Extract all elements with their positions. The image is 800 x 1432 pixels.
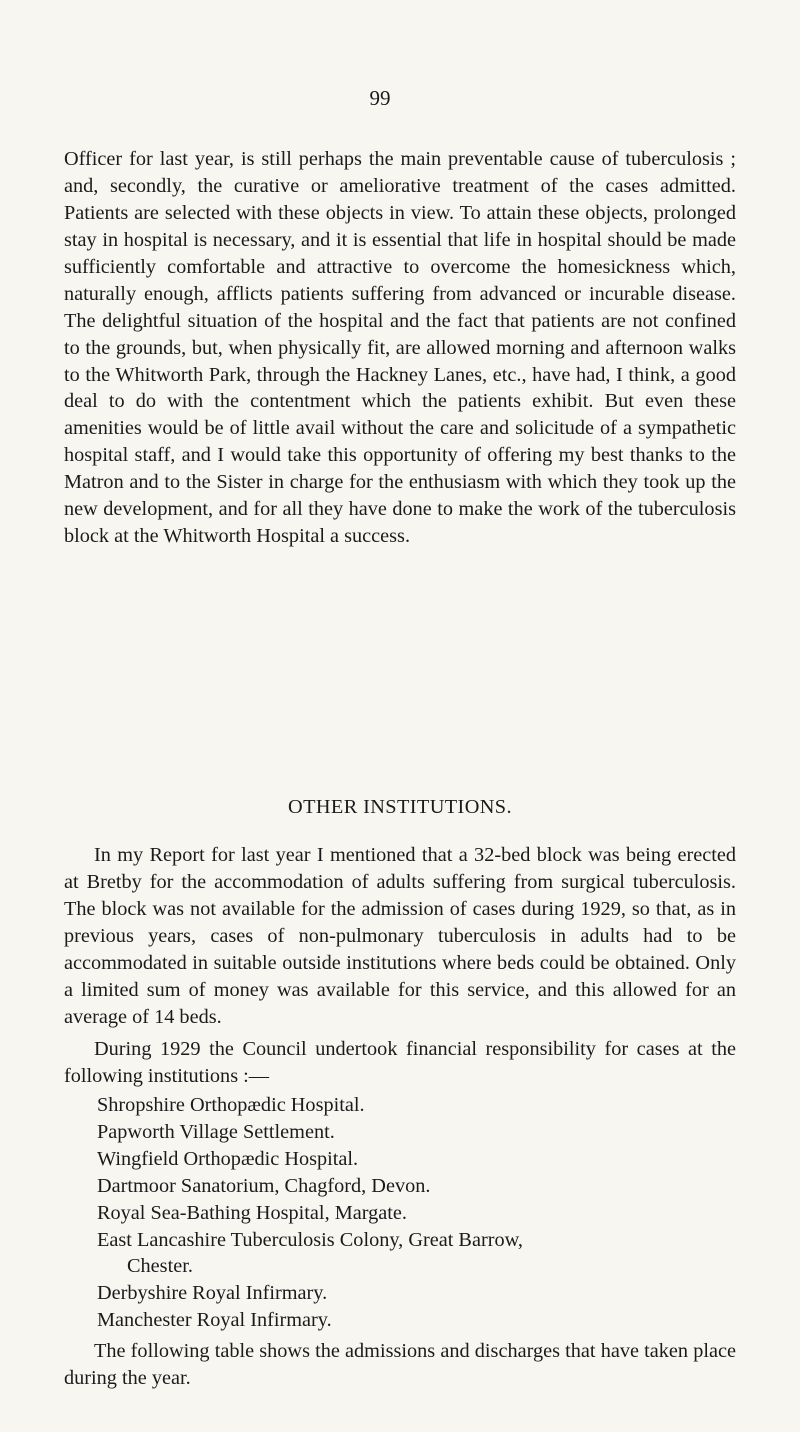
list-item: Dartmoor Sanatorium, Chagford, Devon. bbox=[97, 1174, 431, 1197]
paragraph-tuberculosis-block: Officer for last year, is still perhaps the main preventable cause of tuberculosis ; and, secondly, the curative or ameliorative treatment of the cases admitted. Patients are selected with these objects in view. To attain these objects, prolonged stay in hospital is necessary, and it is essential that life in hospital should be made sufficiently comfortable and attractive to overcome the homesickness which, naturally enough, afflicts patients suffering from advanced or incurable disease. The delightful situation of the hospital and the fact that patients are not confined to the grounds, but, when physically fit, are allowed morning and afternoon walks to the Whitworth Park, through the Hackney Lanes, etc., have had, I think, a good deal to do with the contentment which the patients exhibit. But even these amenities would be of little avail without the care and solicitude of a sympathetic hospital staff, and I would take this opportunity of offering my best thanks to the Matron and to the Sister in charge for the enthusiasm with which they took up the new development, and for all they have done to make the work of the tuberculosis block at the Whitworth Hospital a success. bbox=[64, 148, 736, 547]
paragraph-bretby-block: In my Report for last year I mentioned that a 32-bed block was being erected at Bretby for the accommodation of adults suffering from surgical tuberculosis. The block was not available for the admission of cases during 1929, so that, as in previous years, cases of non-pulmonary tuberculosis in adults had to be accommodated in suitable outside institutions where beds could be obtained. Only a limited sum of money was available for this service, and this allowed for an average of 14 beds. bbox=[64, 844, 736, 1028]
page-number: 99 bbox=[369, 86, 391, 110]
paragraph-council-responsibility: During 1929 the Council undertook financial responsibility for cases at the following institutions :— bbox=[64, 1038, 736, 1088]
section-heading-other-institutions: OTHER INSTITUTIONS. bbox=[288, 796, 512, 818]
list-item: Manchester Royal Infirmary. bbox=[97, 1309, 332, 1332]
institution-list bbox=[97, 1092, 737, 1334]
list-item: East Lancashire Tuberculosis Colony, Great Barrow, bbox=[97, 1228, 524, 1251]
paragraph-table-intro: The following table shows the admissions and discharges that have taken place during the year. bbox=[64, 1340, 736, 1390]
list-item: Derbyshire Royal Infirmary. bbox=[97, 1282, 328, 1305]
list-item: Wingfield Orthopædic Hospital. bbox=[97, 1147, 359, 1170]
list-item: Chester. bbox=[127, 1255, 193, 1278]
list-item: Papworth Village Settlement. bbox=[97, 1120, 335, 1143]
list-item: Royal Sea-Bathing Hospital, Margate. bbox=[97, 1201, 407, 1224]
list-item: Shropshire Orthopædic Hospital. bbox=[97, 1094, 365, 1116]
